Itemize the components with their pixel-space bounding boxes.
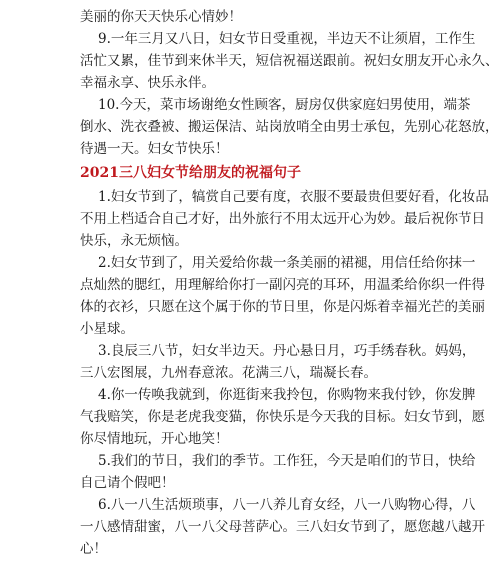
text-line: 心！ — [80, 541, 107, 557]
text-line: 10.今天，菜市场谢绝女性顾客，厨房仅供家庭妇男使用，端茶 — [98, 97, 471, 113]
text-line: 一八感情甜蜜，八一八父母菩萨心。三八妇女节到了，愿您越八越开 — [80, 519, 485, 535]
text-line: 待遇一天。妇女节快乐！ — [80, 141, 229, 157]
text-line: 3.良辰三八节，妇女半边天。丹心悬日月，巧手绣春秋。妈妈， — [98, 343, 476, 359]
text-line: 6.八一八生活烦琐事，八一八养儿育女经，八一八购物心得，八 — [98, 497, 476, 513]
text-line: 自己请个假吧！ — [80, 475, 175, 491]
text-line: 美丽的你天天快乐心情妙！ — [80, 9, 242, 25]
text-line: 活忙又累，佳节到来休半天，短信祝福送跟前。祝妇女朋友开心永久、 — [80, 53, 499, 69]
text-line: 气我赔笑，你是老虎我变猫，你快乐是今天我的目标。妇女节到，愿 — [80, 409, 485, 425]
text-line: 点灿然的腮红，用理解给你打一副闪亮的耳环，用温柔给你织一件得 — [80, 277, 485, 293]
text-line: 三八宏图展，九州春意浓。花满三八，瑞凝长春。 — [80, 365, 377, 381]
text-line: 5.我们的节日，我们的季节。工作狂，今天是咱们的节日，快给 — [98, 453, 476, 469]
section-heading: 2021三八妇女节给朋友的祝福句子 — [80, 165, 301, 181]
text-line: 你尽情地玩，开心地笑！ — [80, 431, 229, 447]
text-line: 幸福永享、快乐永伴。 — [80, 75, 215, 91]
text-line: 小星球。 — [80, 321, 134, 337]
text-line: 1.妇女节到了，犒赏自己要有度，衣服不要最贵但要好看，化妆品 — [98, 189, 489, 205]
text-line: 倒水、洗衣叠被、搬运保洁、站岗放哨全由男士承包，先别心花怒放， — [80, 119, 499, 135]
text-line: 4.你一传唤我就到，你逛街来我拎包，你购物来我付钞，你发脾 — [98, 387, 476, 403]
text-line: 2.妇女节到了，用关爱给你裁一条美丽的裙褪，用信任给你抹一 — [98, 255, 476, 271]
text-line: 体的衣衫，只愿在这个属于你的节日里，你是闪烁着幸福光芒的美丽 — [80, 299, 485, 315]
text-line: 快乐，永无烦恼。 — [80, 233, 188, 249]
text-line: 9.一年三月又八日，妇女节日受重视，半边天不让须眉，工作生 — [98, 31, 476, 47]
text-line: 不用上档适合自己才好，出外旅行不用太远开心为妙。最后祝你节日 — [80, 211, 485, 227]
